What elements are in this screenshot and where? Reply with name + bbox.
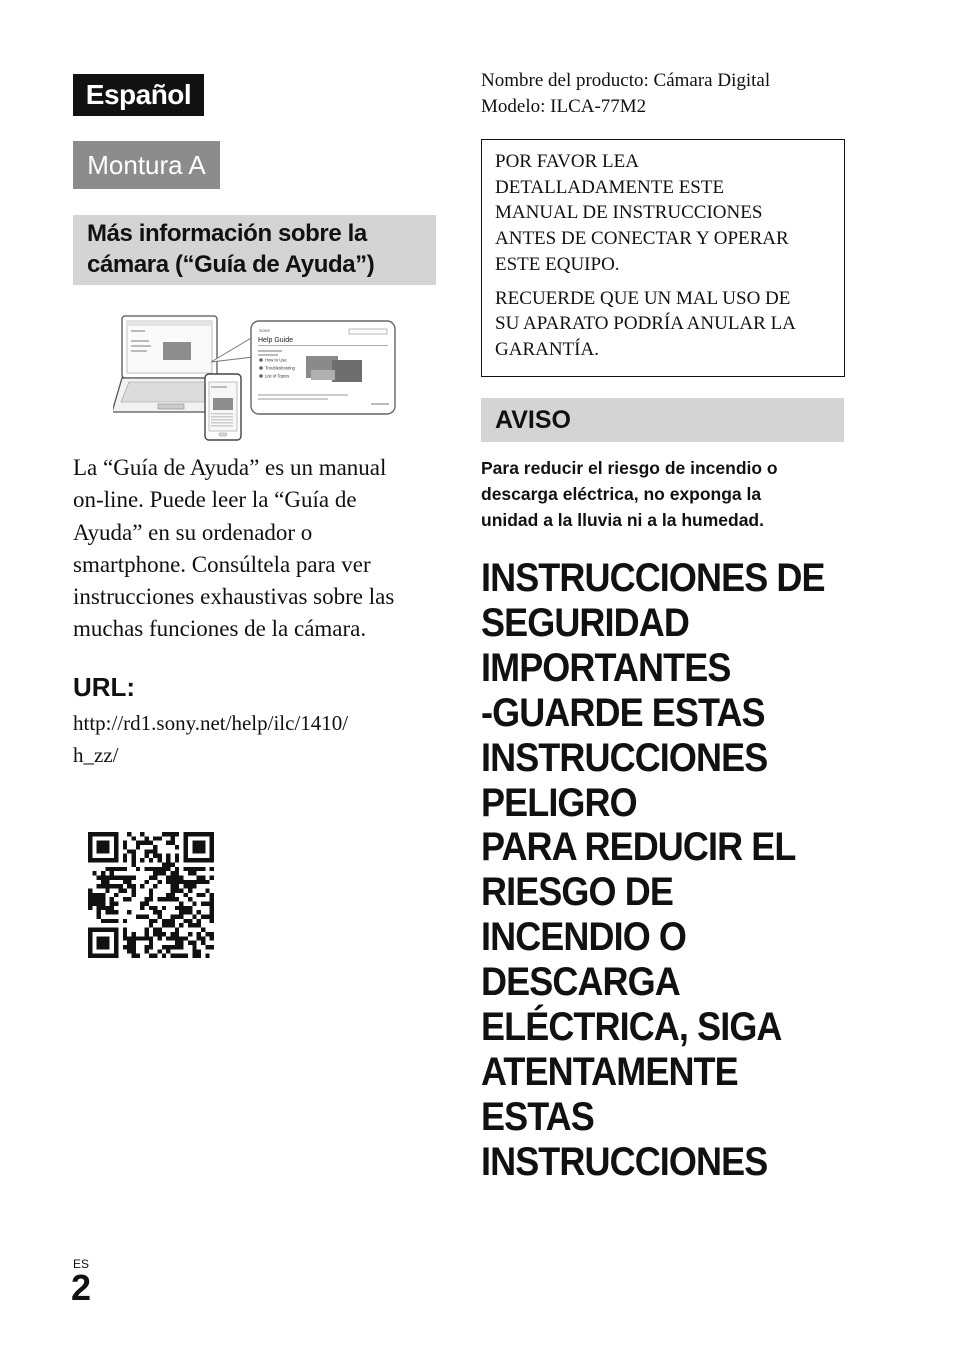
language-tag: Español — [73, 74, 204, 116]
safety-instructions-title — [481, 556, 825, 1185]
illustration-item-list-of-topics: List of Topics — [265, 373, 290, 379]
help-line: instrucciones exhaustivas sobre las — [73, 584, 395, 610]
warning-line: SU APARATO PODRÍA ANULAR LA — [495, 313, 796, 335]
title-line: INSTRUCCIONES DE — [481, 556, 825, 600]
warning-line: MANUAL DE INSTRUCCIONES — [495, 202, 763, 224]
aviso-text — [481, 456, 846, 533]
warning-line: ESTE EQUIPO. — [495, 253, 620, 275]
warning-line: GARANTÍA. — [495, 338, 599, 360]
aviso-line: unidad a la lluvia ni a la humedad. — [481, 509, 764, 530]
title-line: INSTRUCCIONES — [481, 1139, 768, 1184]
title-line: ESTAS — [481, 1094, 594, 1139]
page-language-code: ES — [73, 1257, 90, 1271]
title-line: -GUARDE ESTAS — [481, 690, 765, 735]
product-info — [481, 68, 851, 120]
mount-tag: Montura A — [73, 141, 220, 189]
title-line: INSTRUCCIONES — [481, 735, 768, 780]
qr-code-icon — [88, 832, 214, 958]
svg-text:SONY: SONY — [259, 328, 271, 333]
title-line: PELIGRO — [481, 780, 637, 825]
help-guide-description — [73, 452, 438, 646]
help-guide-heading-line1: Más información sobre la — [87, 220, 367, 247]
warning-para1 — [495, 149, 832, 278]
help-guide-url[interactable] — [73, 707, 433, 771]
title-line: ATENTAMENTE — [481, 1049, 738, 1094]
title-line: IMPORTANTES — [481, 645, 731, 690]
product-name: Nombre del producto: Cámara Digital — [481, 70, 771, 91]
illustration-item-troubleshooting: Troubleshooting — [265, 365, 295, 371]
url-line2: h_zz/ — [73, 743, 119, 767]
title-line: DESCARGA — [481, 960, 680, 1005]
help-guide-heading — [73, 215, 436, 285]
title-line: INCENDIO O — [481, 915, 687, 960]
page-number: 2 — [71, 1267, 92, 1308]
help-line: Ayuda” en su ordenador o — [73, 519, 313, 545]
illustration-window-title: Help Guide — [258, 337, 294, 344]
help-line: La “Guía de Ayuda” es un manual — [73, 455, 387, 480]
aviso-heading: AVISO — [481, 398, 844, 442]
help-line: on-line. Puede leer la “Guía de — [73, 487, 357, 513]
laptop-smartphone-illustration — [113, 312, 396, 442]
aviso-line: Para reducir el riesgo de incendio o — [481, 458, 778, 478]
title-line: ELÉCTRICA, SIGA — [481, 1005, 782, 1050]
warning-line: POR FAVOR LEA — [495, 151, 639, 172]
illustration-item-how-to-use: How to Use — [265, 357, 287, 363]
url-line1: http://rd1.sony.net/help/ilc/1410/ — [73, 711, 349, 735]
title-line: RIESGO DE — [481, 870, 673, 915]
help-line: smartphone. Consúltela para ver — [73, 551, 371, 577]
warning-line: RECUERDE QUE UN MAL USO DE — [495, 287, 791, 309]
help-guide-heading-line2: cámara (“Guía de Ayuda”) — [87, 251, 375, 278]
title-line: SEGURIDAD — [481, 600, 689, 645]
warning-para2 — [495, 286, 832, 363]
product-model: Modelo: ILCA-77M2 — [481, 96, 647, 117]
help-line: muchas funciones de la cámara. — [73, 616, 367, 642]
aviso-line: descarga eléctrica, no exponga la — [481, 483, 762, 504]
warning-box — [481, 139, 845, 377]
warning-line: ANTES DE CONECTAR Y OPERAR — [495, 228, 789, 250]
url-label: URL: — [73, 672, 136, 702]
warning-line: DETALLADAMENTE ESTE — [495, 176, 725, 198]
title-line: PARA REDUCIR EL — [481, 825, 796, 870]
